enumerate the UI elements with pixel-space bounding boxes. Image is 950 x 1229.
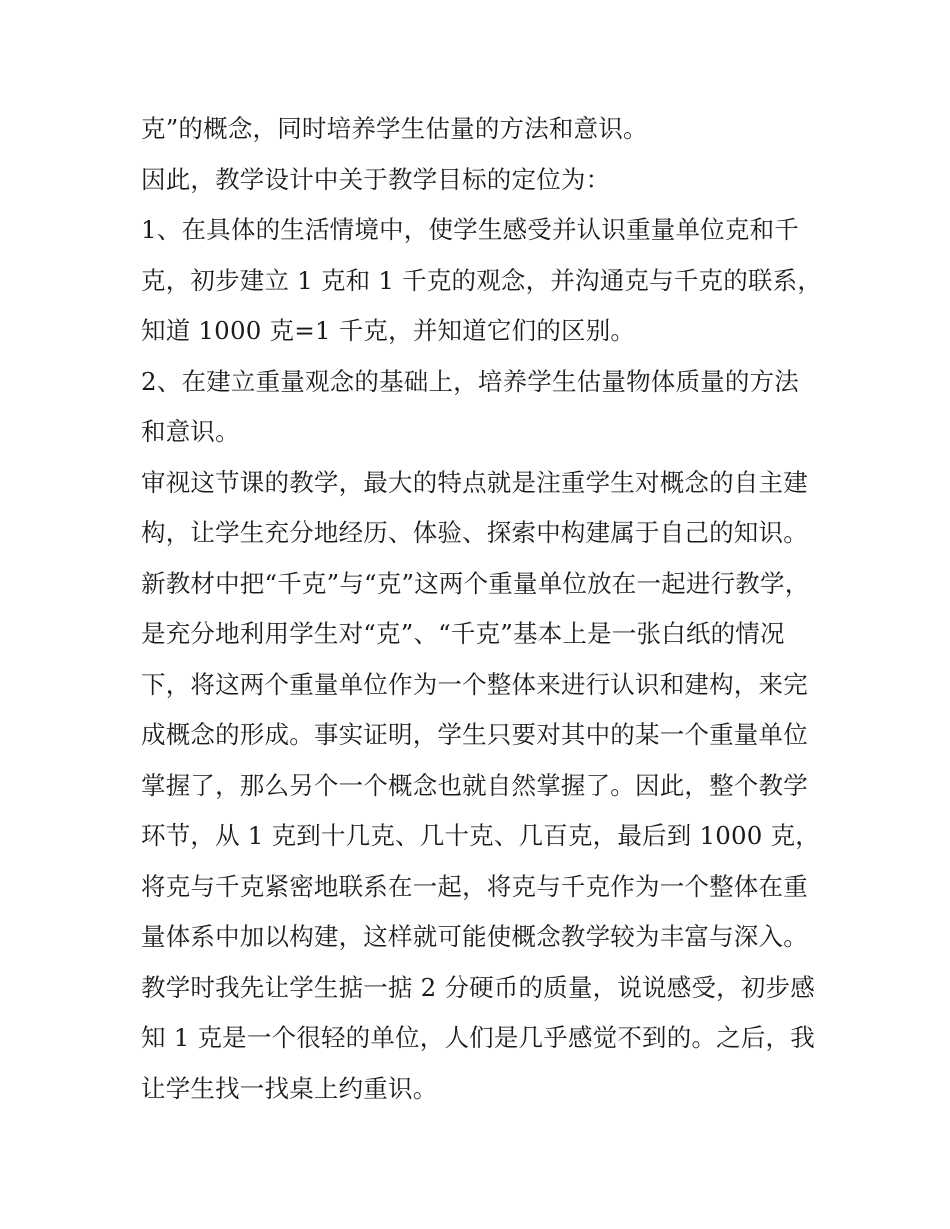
text-line: 因此，教学设计中关于教学目标的定位为： <box>141 164 611 194</box>
text-line: 下，将这两个重量单位作为一个整体来进行认识和建构，来完 <box>141 669 808 699</box>
body-text <box>141 104 821 1114</box>
text-line: 环节，从 1 克到十几克、几十克、几百克，最后到 1000 克， <box>141 821 820 850</box>
text-line: 让学生找一找桌上约重识。 <box>141 1073 438 1103</box>
text-line: 和意识。 <box>141 417 240 446</box>
text-line: 构，让学生充分地经历、体验、探索中构建属于自己的知识。 <box>141 518 808 547</box>
text-line: 克，初步建立 1 克和 1 千克的观念，并沟通克与千克的联系， <box>141 265 823 295</box>
text-line: 知道 1000 克=1 千克，并知道它们的区别。 <box>141 316 636 345</box>
text-line: 2、在建立重量观念的基础上，培养学生估量物体质量的方法 <box>141 366 799 396</box>
text-line: 掌握了，那么另个一个概念也就自然掌握了。因此，整个教学 <box>141 770 808 800</box>
text-line: 教学时我先让学生掂一掂 2 分硬币的质量，说说感受，初步感 <box>141 972 815 1002</box>
text-line: 1、在具体的生活情境中，使学生感受并认识重量单位克和千 <box>141 215 799 244</box>
text-line: 审视这节课的教学，最大的特点就是注重学生对概念的自主建 <box>141 467 808 497</box>
text-line: 知 1 克是一个很轻的单位，人们是几乎感觉不到的。之后，我 <box>141 1023 815 1052</box>
text-line: 将克与千克紧密地联系在一起，将克与千克作为一个整体在重 <box>141 871 808 901</box>
text-line: 量体系中加以构建，这样就可能使概念教学较为丰富与深入。 <box>141 922 808 951</box>
text-line: 是充分地利用学生对“克”、“千克”基本上是一张白纸的情况 <box>141 619 785 648</box>
text-line: 新教材中把“千克”与“克”这两个重量单位放在一起进行教学， <box>141 568 810 598</box>
text-line: 成概念的形成。事实证明，学生只要对其中的某一个重量单位 <box>141 720 808 749</box>
text-line: 克”的概念，同时培养学生估量的方法和意识。 <box>141 114 648 143</box>
